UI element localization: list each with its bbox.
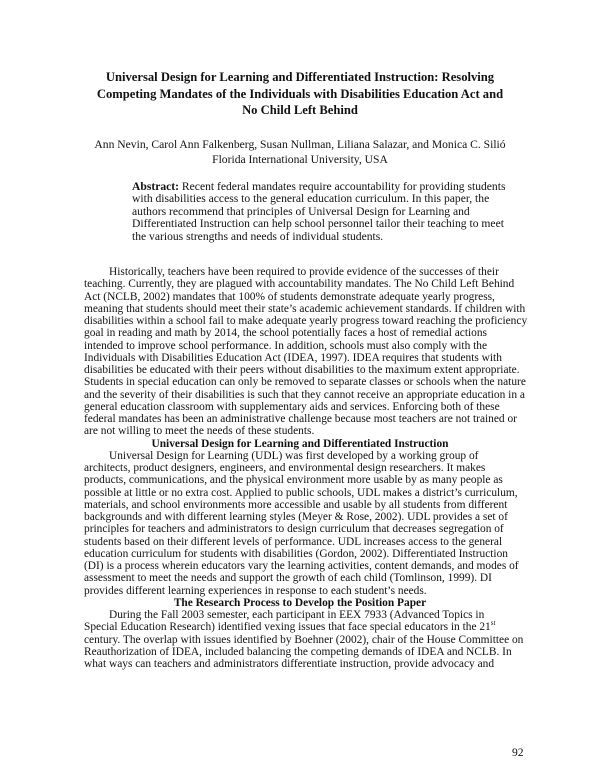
body-line: architects, product designers, engineers, and environmental design researchers. It makes [84, 462, 486, 474]
ordinal-superscript: st [490, 619, 496, 628]
title-line: Universal Design for Learning and Differentiated Instruction: Resolving [105, 70, 495, 84]
body-line: disabilities be educated with their peers without disabilities to the maximum extent appropriate. [84, 364, 520, 376]
abstract-text: Recent federal mandates require accountability for providing students [179, 180, 506, 193]
body-line: Act (NCLB, 2002) mandates that 100% of students demonstrate adequate yearly progress, [84, 290, 495, 303]
affiliation: Florida International University, USA [212, 152, 388, 166]
abstract-line: Differentiated Instruction can help school personnel tailor their teaching to meet [132, 217, 504, 231]
body-line: and the severity of their disabilities is such that they cannot receive an appropriate education in a [84, 388, 525, 401]
abstract-line: the various strengths and needs of individual students. [132, 229, 384, 243]
paragraph-introduction [84, 266, 516, 278]
author-block [70, 138, 530, 167]
body-line: Students in special education can only be removed to separate classes or schools when the nature [84, 376, 526, 389]
body-line: provides different learning experiences in response to each student’s needs. [84, 584, 427, 597]
body-line: Historically, teachers have been required to provide evidence of the successes of their [109, 266, 499, 278]
paragraph-research-process [84, 609, 516, 621]
abstract-label: Abstract: [132, 180, 180, 193]
author-list: Ann Nevin, Carol Ann Falkenberg, Susan Nullman, Liliana Salazar, and Monica C. Silió [94, 138, 506, 151]
body-line [84, 621, 516, 633]
body-text [84, 266, 528, 670]
title-line: No Child Left Behind [242, 103, 358, 117]
body-line: products, communications, and the physical environment more usable by as many people as [84, 474, 503, 487]
section-heading-research-process: The Research Process to Develop the Position Paper [173, 596, 427, 609]
title-line: Competing Mandates of the Individuals with Disabilities Education Act and [96, 86, 504, 101]
body-line: disabilities within a school fail to make adequate yearly progress toward reaching the proficiency [84, 315, 528, 327]
abstract-line: authors recommend that principles of Universal Design for Learning and [132, 204, 470, 218]
body-line: students based on their different levels of performance. UDL increases access to the general [84, 535, 503, 548]
body-line: (DI) is a process wherein educators vary the learning activities, content demands, and modes of [84, 560, 519, 572]
abstract [132, 180, 506, 243]
body-line: During the Fall 2003 semester, each participant in EEX 7933 (Advanced Topics in [109, 609, 485, 621]
body-line: materials, and school environments more accessible and usable by all students from different [84, 498, 508, 511]
abstract-line: with disabilities access to the general education curriculum. In this paper, the [132, 192, 490, 206]
paragraph-udl [84, 450, 516, 462]
body-line: meaning that students should meet their state’s academic achievement standards. If children with [84, 302, 526, 315]
page-number: 92 [512, 746, 524, 759]
paper-title [70, 69, 530, 119]
section-heading-udl-di: Universal Design for Learning and Differentiated Instruction [151, 437, 449, 450]
body-line: possible at little or no extra cost. Applied to public schools, UDL makes a district’s curriculum, [84, 486, 518, 499]
body-line: century. The overlap with issues identified by Boehner (2002), chair of the House Committee on [84, 633, 524, 646]
body-line: Reauthorization of IDEA, included balancing the competing demands of IDEA and NCLB. In [84, 645, 512, 658]
body-line: Individuals with Disabilities Education Act (IDEA, 1997). IDEA requires that students with [84, 351, 502, 364]
body-line: principles for teachers and administrators to design curriculum that decreases segregation of [84, 523, 504, 536]
body-line: goal in reading and math by 2014, the school potentially faces a host of remedial actions [84, 327, 487, 340]
body-line: backgrounds and with different learning styles (Meyer & Rose, 2002). UDL provides a set of [84, 511, 508, 523]
body-line-text: Special Education Research) identified vexing issues that face special educators in the 21 [84, 621, 491, 634]
body-line: education curriculum for students with disabilities (Gordon, 2002). Differentiated Instruction [84, 547, 508, 560]
body-line: teaching. Currently, they are plagued with accountability mandates. The No Child Left Behind [84, 278, 515, 291]
body-line: what ways can teachers and administrators differentiate instruction, provide advocacy and [84, 658, 495, 670]
body-line: Universal Design for Learning (UDL) was first developed by a working group of [109, 449, 479, 462]
body-line: federal mandates has been an administrative challenge because most teachers are not trained or [84, 413, 517, 425]
body-line: intended to improve school performance. In addition, schools must also comply with the [84, 339, 488, 352]
body-line: assessment to meet the needs and support the growth of each child (Tomlinson, 1999). DI [84, 572, 492, 585]
body-line: general education classroom with supplementary aids and services. Enforcing both of these [84, 400, 500, 413]
body-line: are not willing to meet the needs of these students. [84, 425, 315, 438]
